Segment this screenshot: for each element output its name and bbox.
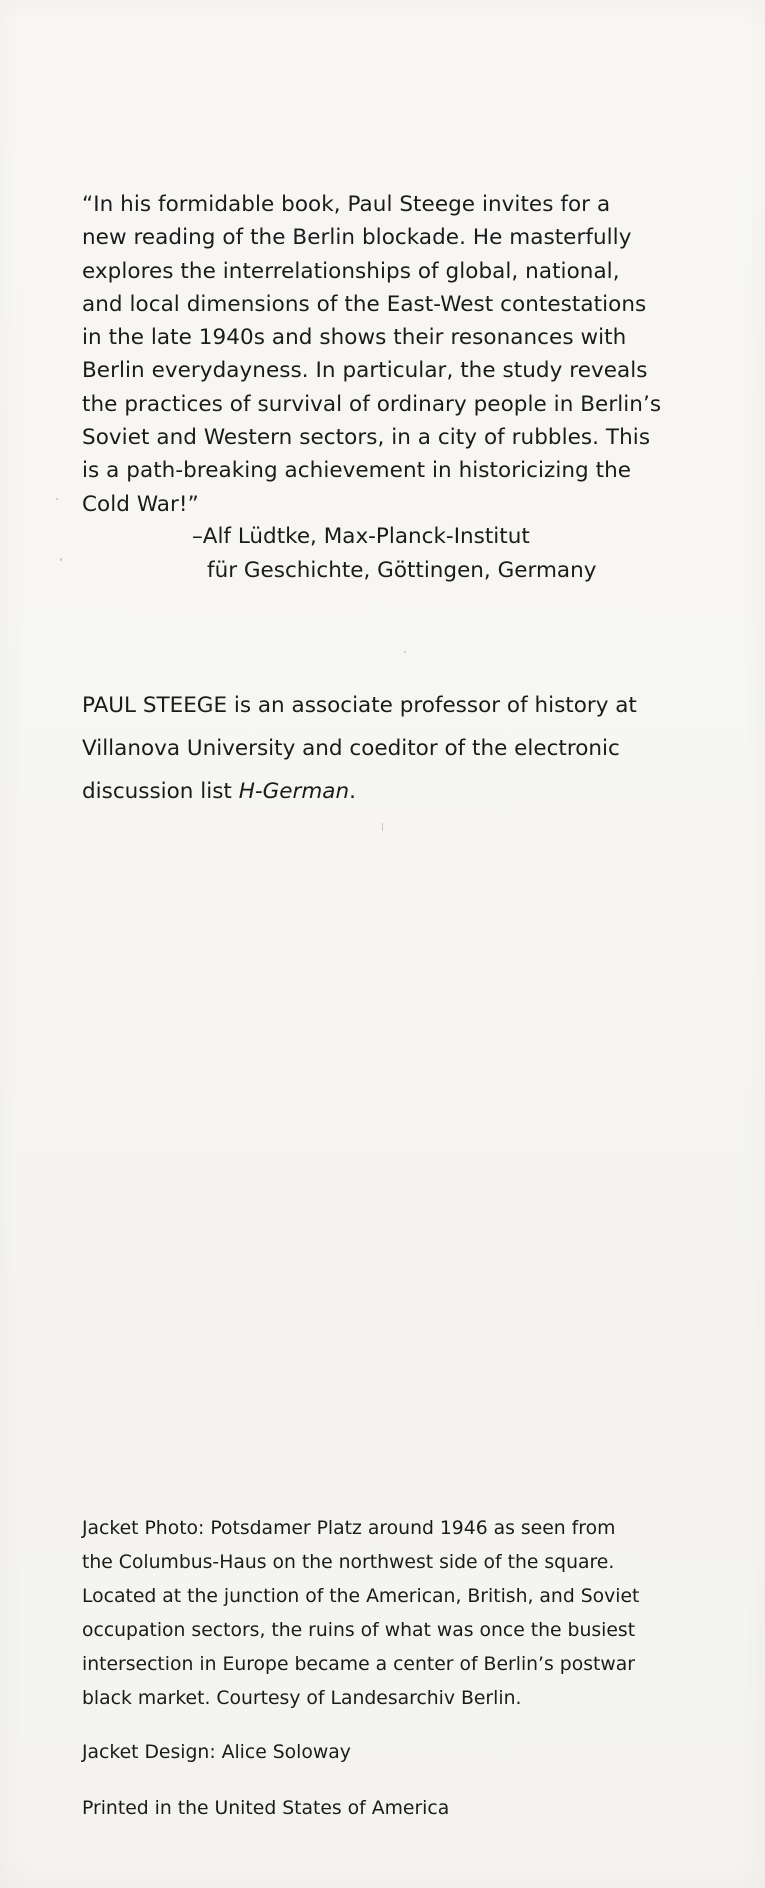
paper-speck xyxy=(56,498,58,500)
paper-speck xyxy=(60,558,62,561)
paper-speck xyxy=(404,651,406,653)
quote-line: is a path-breaking achievement in historicizing the xyxy=(82,458,632,484)
review-quote xyxy=(82,188,702,521)
attribution-line: für Geschichte, Göttingen, Germany xyxy=(207,557,597,583)
quote-line: Berlin everydayness. In particular, the study reveals xyxy=(82,358,648,384)
quote-attribution xyxy=(192,520,596,587)
quote-line: “In his formidable book, Paul Steege invites for a xyxy=(82,192,611,217)
caption-line: intersection in Europe became a center of Berlin’s postwar xyxy=(82,1654,635,1675)
jacket-photo-caption xyxy=(82,1512,702,1716)
caption-line: Located at the junction of the American, British, and Soviet xyxy=(82,1586,640,1607)
jacket-design-credit: Jacket Design: Alice Soloway xyxy=(82,1742,351,1763)
caption-line: occupation sectors, the ruins of what was once the busiest xyxy=(82,1620,636,1641)
bio-line: PAUL STEEGE is an associate professor of history at xyxy=(82,693,637,718)
attribution-line: –Alf Lüdtke, Max-Planck-Institut xyxy=(192,524,530,549)
quote-line: Soviet and Western sectors, in a city of rubbles. This xyxy=(82,425,651,451)
quote-line: and local dimensions of the East-West contestations xyxy=(82,291,647,317)
printed-in-credit: Printed in the United States of America xyxy=(82,1798,450,1819)
list-name: H-German xyxy=(238,779,350,804)
caption-line: the Columbus-Haus on the northwest side of the square. xyxy=(82,1552,615,1573)
bio-text: discussion list xyxy=(82,779,239,804)
quote-line: explores the interrelationships of global, national, xyxy=(82,258,620,284)
caption-line: black market. Courtesy of Landesarchiv Berlin. xyxy=(82,1688,522,1709)
caption-line: Jacket Photo: Potsdamer Platz around 1946 as seen from xyxy=(82,1518,616,1539)
quote-line: the practices of survival of ordinary people in Berlin’s xyxy=(82,391,662,417)
bio-text: . xyxy=(349,779,356,804)
paper-speck xyxy=(382,823,383,831)
bio-line xyxy=(82,770,702,813)
quote-line: Cold War!” xyxy=(82,491,199,517)
quote-line: new reading of the Berlin blockade. He masterfully xyxy=(82,225,632,251)
quote-line: in the late 1940s and shows their resonances with xyxy=(82,325,627,351)
author-bio xyxy=(82,684,702,813)
bio-line: Villanova University and coeditor of the electronic xyxy=(82,736,620,761)
